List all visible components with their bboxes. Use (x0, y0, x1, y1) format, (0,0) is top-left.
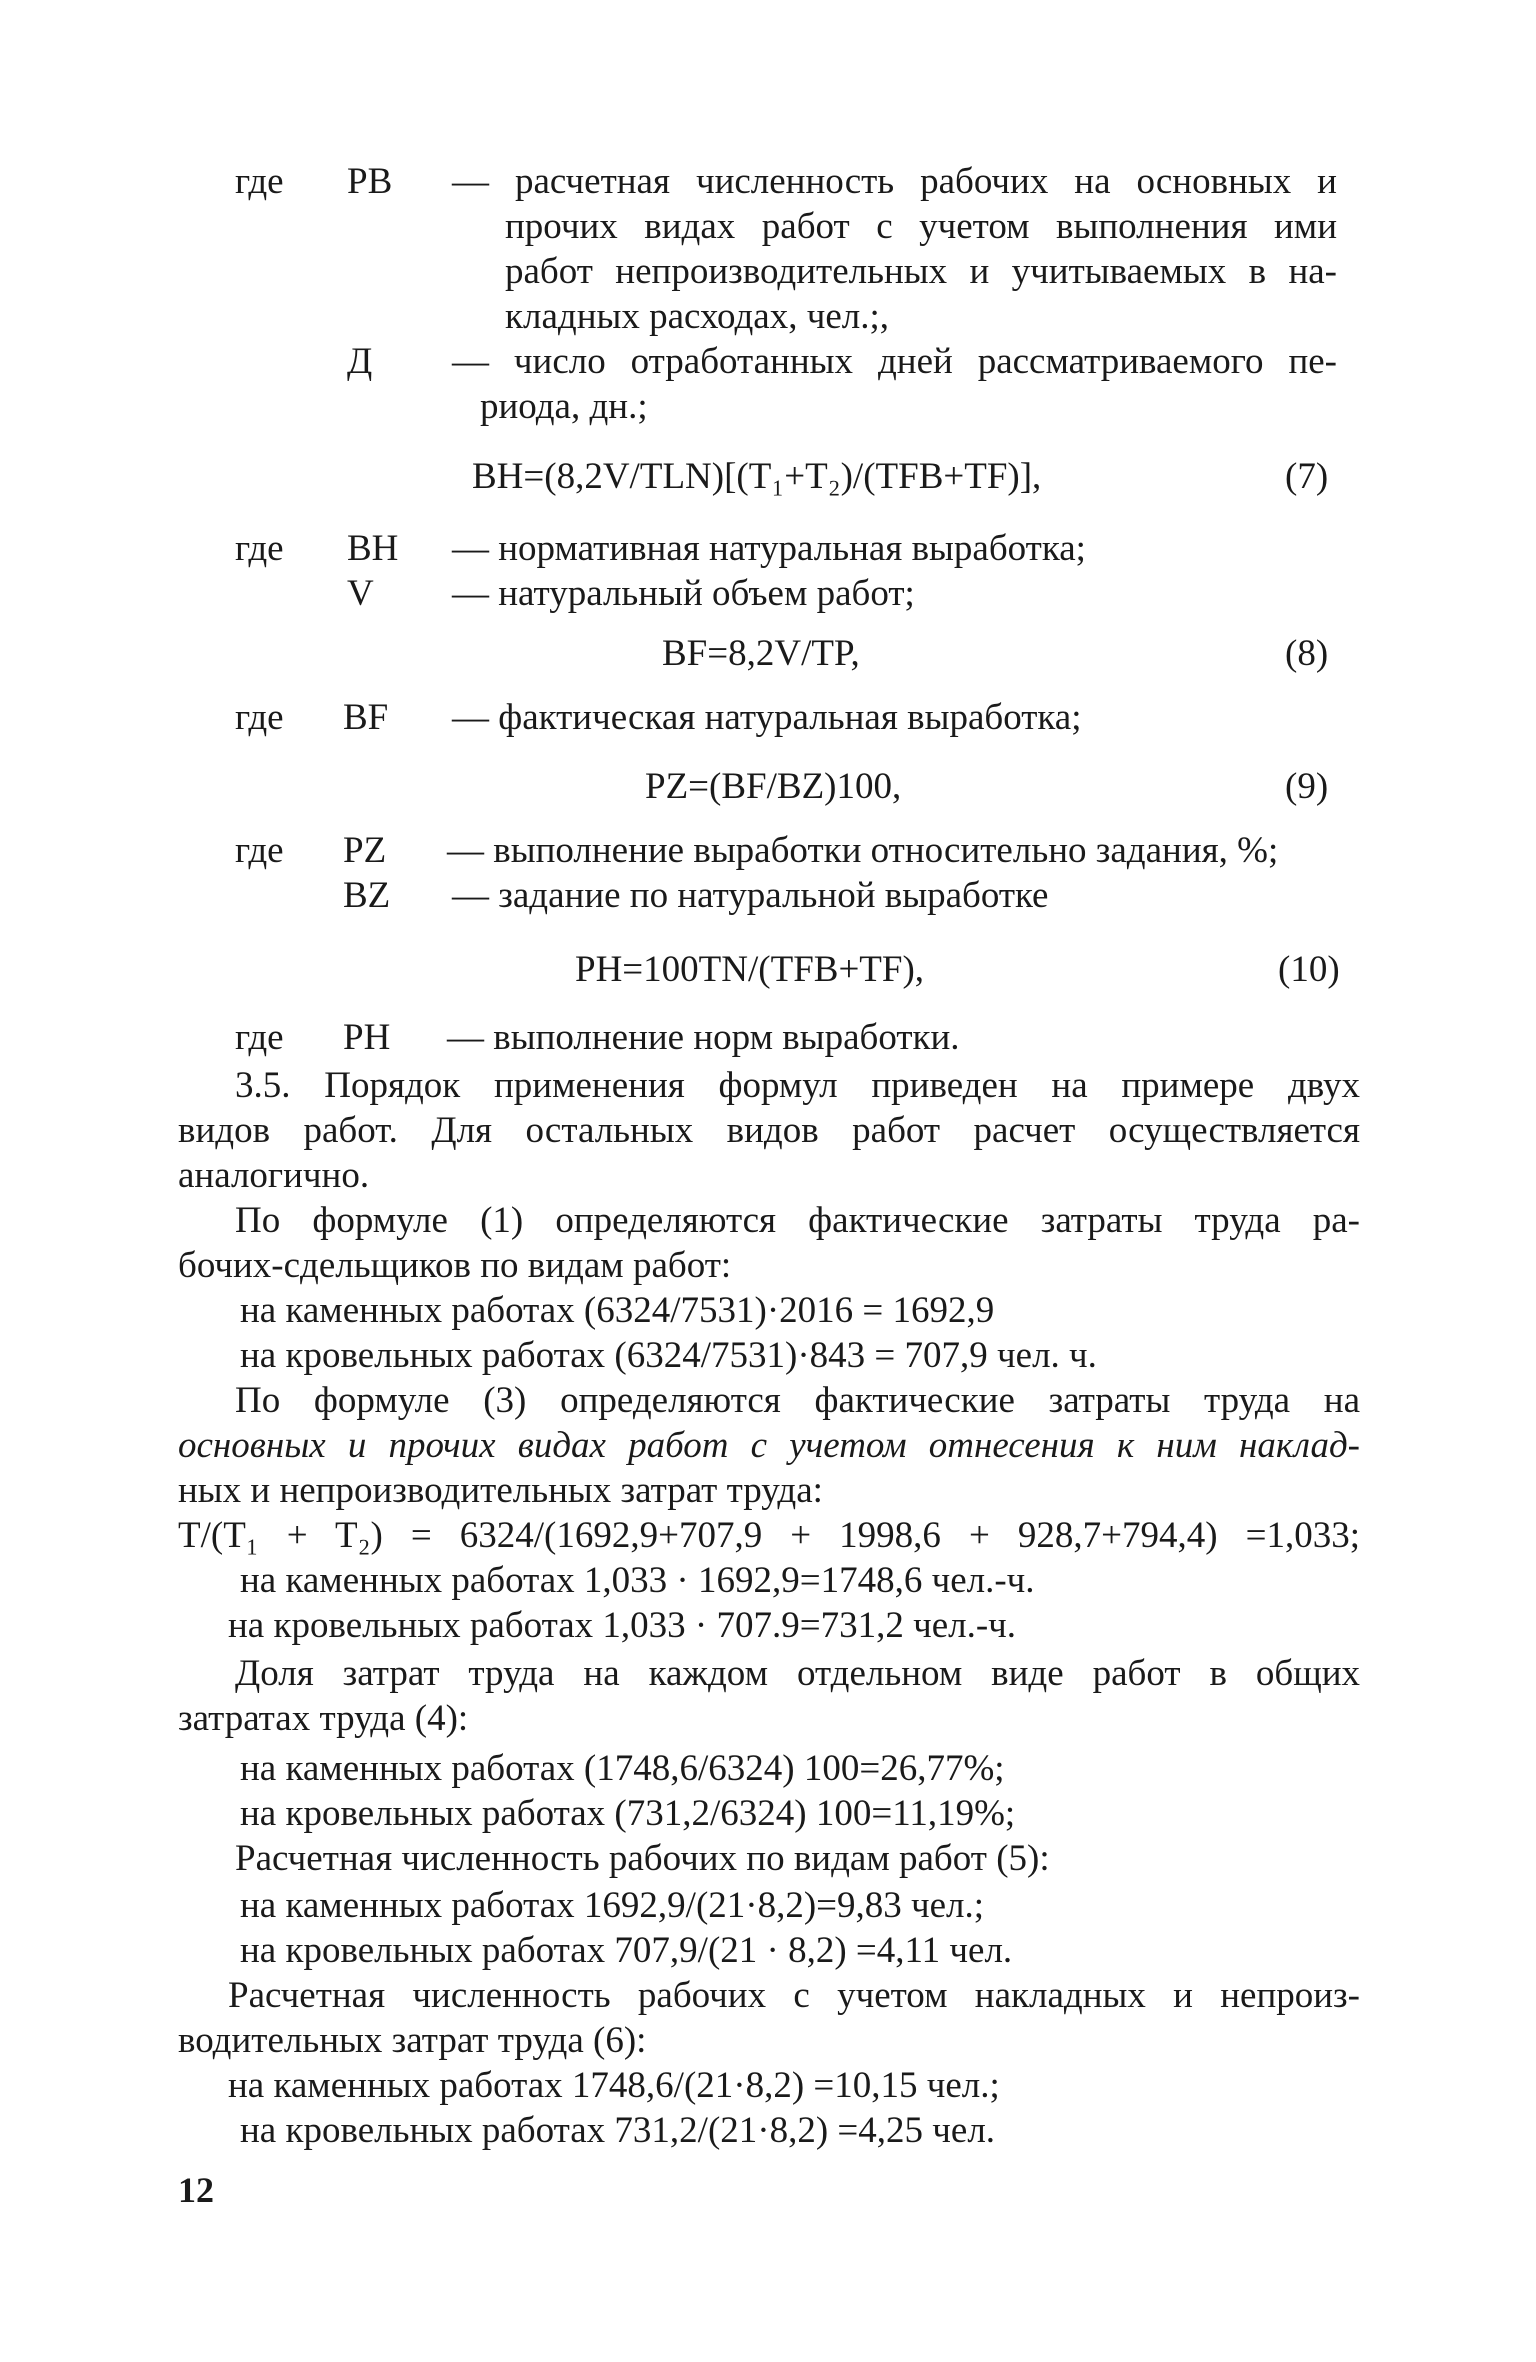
symbol-v: V (347, 573, 374, 614)
d-definition-line-1: — число отработанных дней рассматриваемого пе- (452, 341, 1337, 382)
bz-definition: — задание по натуральной выработке (452, 875, 1049, 916)
paragraph-formula-6-line-2: водительных затрат труда (6): (178, 2020, 647, 2061)
calc-3-stone: на каменных работах 1,033 · 1692,9=1748,6 чел.-ч. (240, 1560, 1035, 1601)
where-label: где (235, 528, 284, 569)
where-label: где (235, 830, 284, 871)
calc-5-stone: на каменных работах 1692,9/(21·8,2)=9,83 чел.; (240, 1885, 985, 1926)
paragraph-formula-1-line-2: бочих-сдельщиков по видам работ: (178, 1245, 732, 1286)
symbol-bz: BZ (343, 875, 391, 916)
calc-1-stone: на каменных работах (6324/7531)·2016 = 1692,9 (240, 1290, 995, 1331)
where-label: где (235, 697, 284, 738)
calc-3-roof: на кровельных работах 1,033 · 707.9=731,2 чел.-ч. (228, 1605, 1017, 1646)
pb-definition-line-4: кладных расходах, чел.;, (505, 296, 890, 337)
calc-4-roof: на кровельных работах (731,2/6324) 100=11,19%; (240, 1793, 1016, 1834)
paragraph-formula-3-line-1: По формуле (3) определяются фактические затраты труда на (235, 1380, 1360, 1421)
formula-7-number: (7) (1285, 456, 1329, 497)
v-definition: — натуральный объем работ; (452, 573, 915, 614)
paragraph-formula-6-line-1: Расчетная численность рабочих с учетом накладных и непроиз- (228, 1975, 1360, 2016)
symbol-bf: BF (343, 697, 389, 738)
page-number: 12 (178, 2170, 214, 2210)
formula-9-number: (9) (1285, 766, 1329, 807)
paragraph-formula-5: Расчетная численность рабочих по видам работ (5): (235, 1838, 1050, 1879)
pb-definition-line-2: прочих видах работ с учетом выполнения ими (505, 206, 1337, 247)
symbol-ph: PH (343, 1017, 391, 1058)
calc-6-roof: на кровельных работах 731,2/(21·8,2) =4,25 чел. (240, 2110, 996, 2151)
formula-10: PH=100TN/(TFB+TF), (575, 949, 925, 990)
section-3-5-line-3: аналогично. (178, 1155, 370, 1196)
paragraph-formula-3-line-2: основных и прочих видах работ с учетом отнесения к ним наклад- (178, 1425, 1360, 1466)
d-definition-line-2: риода, дн.; (480, 386, 648, 427)
calc-6-stone: на каменных работах 1748,6/(21·8,2) =10,15 чел.; (228, 2065, 1000, 2106)
symbol-pb: РВ (347, 161, 393, 202)
formula-10-number: (10) (1278, 949, 1340, 990)
calc-5-roof: на кровельных работах 707,9/(21 · 8,2) =4,11 чел. (240, 1930, 1013, 1971)
formula-7: ВН=(8,2V/TLN)[(T₁+T₂)/(TFB+TF)], (472, 456, 1042, 497)
symbol-pz: PZ (343, 830, 387, 871)
symbol-d: Д (347, 341, 373, 382)
paragraph-formula-3-line-3: ных и непроизводительных затрат труда: (178, 1470, 823, 1511)
paragraph-formula-1-line-1: По формуле (1) определяются фактические затраты труда ра- (235, 1200, 1360, 1241)
bh-definition: — нормативная натуральная выработка; (452, 528, 1086, 569)
paragraph-formula-4-line-2: затратах труда (4): (178, 1698, 469, 1739)
pb-definition-line-3: работ непроизводительных и учитываемых в на- (505, 251, 1337, 292)
section-3-5-line-1: 3.5. Порядок применения формул приведен на примере двух (235, 1065, 1360, 1106)
pz-definition: — выполнение выработки относительно задания, %; (447, 830, 1279, 871)
bf-definition: — фактическая натуральная выработка; (452, 697, 1082, 738)
formula-3-result: T/(T₁ + T₂) = 6324/(1692,9+707,9 + 1998,6 + 928,7+794,4) =1,033; (178, 1515, 1360, 1556)
pb-definition-line-1: — расчетная численность рабочих на основных и (452, 161, 1337, 202)
ph-definition: — выполнение норм выработки. (447, 1017, 960, 1058)
where-label: где (235, 1017, 284, 1058)
formula-8-number: (8) (1285, 633, 1329, 674)
formula-8: BF=8,2V/TP, (662, 633, 860, 674)
paragraph-formula-4-line-1: Доля затрат труда на каждом отдельном виде работ в общих (235, 1653, 1360, 1694)
calc-4-stone: на каменных работах (1748,6/6324) 100=26,77%; (240, 1748, 1005, 1789)
formula-9: PZ=(BF/BZ)100, (645, 766, 902, 807)
calc-1-roof: на кровельных работах (6324/7531)·843 = 707,9 чел. ч. (240, 1335, 1097, 1376)
where-label: где (235, 161, 284, 202)
symbol-bh: ВН (347, 528, 399, 569)
section-3-5-line-2: видов работ. Для остальных видов работ расчет осуществляется (178, 1110, 1360, 1151)
